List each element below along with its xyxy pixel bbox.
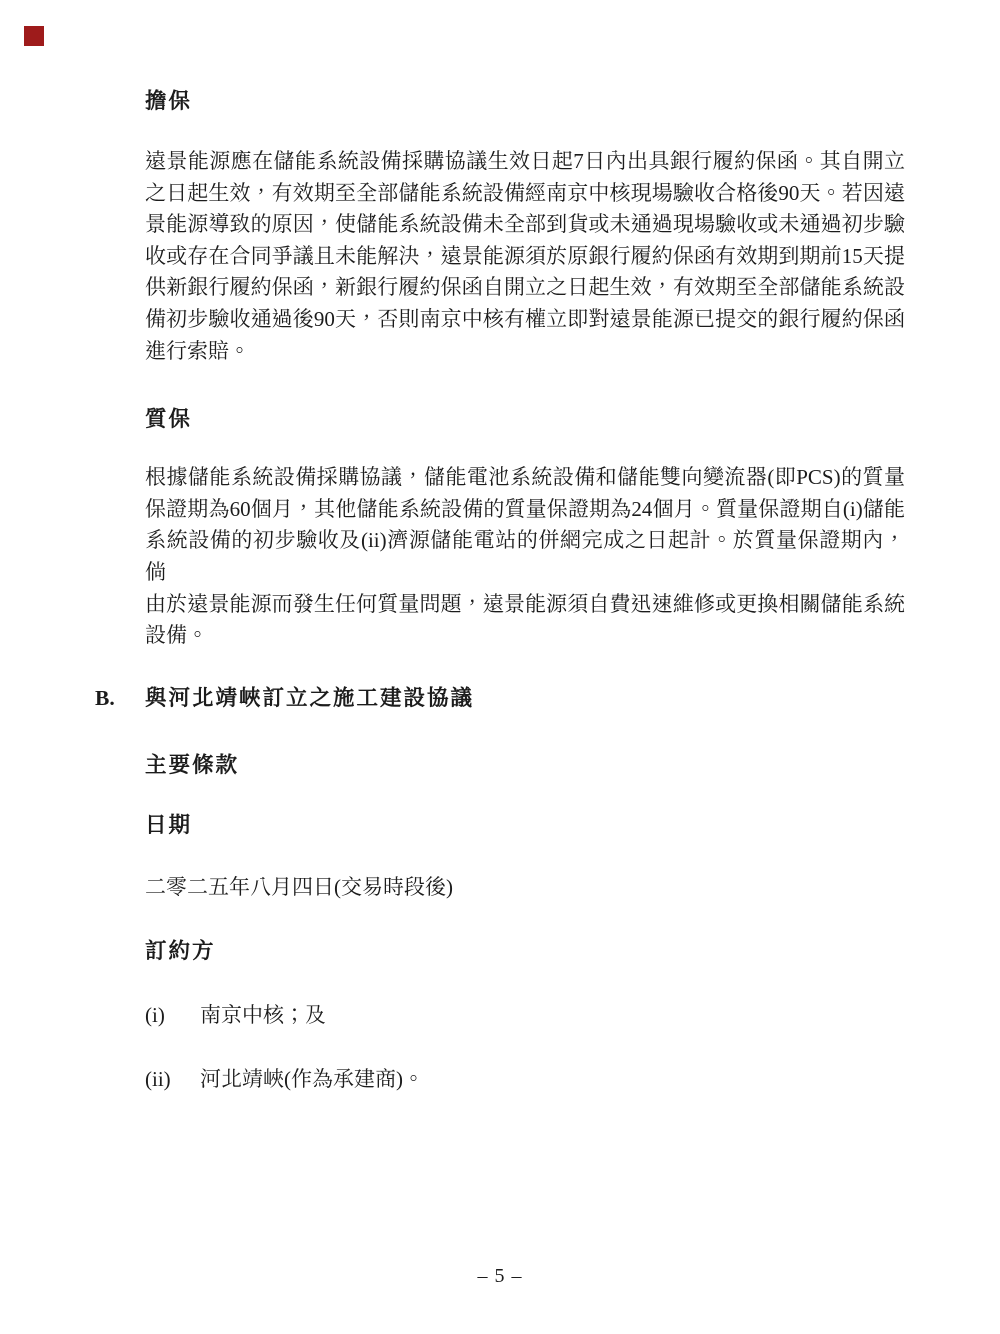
- quality-paragraph: [145, 462, 905, 652]
- paragraph-line: 保證期為60個月，其他儲能系統設備的質量保證期為24個月。質量保證期自(i)儲能: [145, 496, 905, 521]
- section-guarantee: [145, 86, 905, 367]
- party-marker: (ii): [145, 1066, 171, 1091]
- paragraph-line: 根據儲能系統設備採購協議，儲能電池系統設備和儲能雙向變流器(即PCS)的質量: [145, 465, 905, 490]
- page-number: – 5 –: [477, 1265, 523, 1287]
- party-marker: (i): [145, 1002, 165, 1027]
- paragraph-line: 系統設備的初步驗收及(ii)濟源儲能電站的併網完成之日起計。於質量保證期內，倘: [145, 528, 905, 584]
- paragraph-line: 之日起生效，有效期至全部儲能系統設備經南京中核現場驗收合格後90天。若因遠: [145, 180, 905, 205]
- guarantee-paragraph: [145, 146, 905, 367]
- party-item: [145, 1064, 905, 1095]
- paragraph-line: 備初步驗收通過後90天，否則南京中核有權立即對遠景能源已提交的銀行履約保函: [145, 306, 905, 331]
- section-b-heading: [95, 683, 905, 714]
- date-heading: 日期: [145, 812, 193, 837]
- paragraph-line: 進行索賠。: [145, 338, 250, 363]
- party-text: 南京中核；及: [200, 1002, 326, 1027]
- guarantee-heading: 擔保: [145, 89, 193, 113]
- section-b: [95, 683, 905, 1095]
- party-item: [145, 1000, 905, 1031]
- parties-heading: 訂約方: [145, 938, 216, 963]
- date-value: 二零二五年八月四日(交易時段後): [145, 874, 453, 899]
- paragraph-line: 遠景能源應在儲能系統設備採購協議生效日起7日內出具銀行履約保函。其自開立: [145, 149, 905, 173]
- paragraph-line: 景能源導致的原因，使儲能系統設備未全部到貨或未通過現場驗收或未通過初步驗: [145, 212, 905, 237]
- section-quality: [145, 404, 905, 652]
- red-corner-marker: [24, 26, 44, 46]
- paragraph-line: 由於遠景能源而發生任何質量問題，遠景能源須自費迅速維修或更換相關儲能系統: [145, 591, 905, 616]
- section-b-label: B.: [95, 685, 115, 710]
- paragraph-line: 供新銀行履約保函，新銀行履約保函自開立之日起生效，有效期至全部儲能系統設: [145, 275, 905, 300]
- quality-heading: 質保: [145, 407, 193, 432]
- paragraph-line: 設備。: [145, 623, 208, 648]
- party-text: 河北靖峽(作為承建商)。: [200, 1066, 424, 1091]
- section-b-title: 與河北靖峽訂立之施工建設協議: [145, 685, 475, 710]
- key-terms-heading: 主要條款: [145, 752, 240, 777]
- paragraph-line: 收或存在合同爭議且未能解決，遠景能源須於原銀行履約保函有效期到期前15天提: [145, 243, 905, 268]
- document-body: [95, 86, 905, 1095]
- page-footer: [0, 1262, 1000, 1290]
